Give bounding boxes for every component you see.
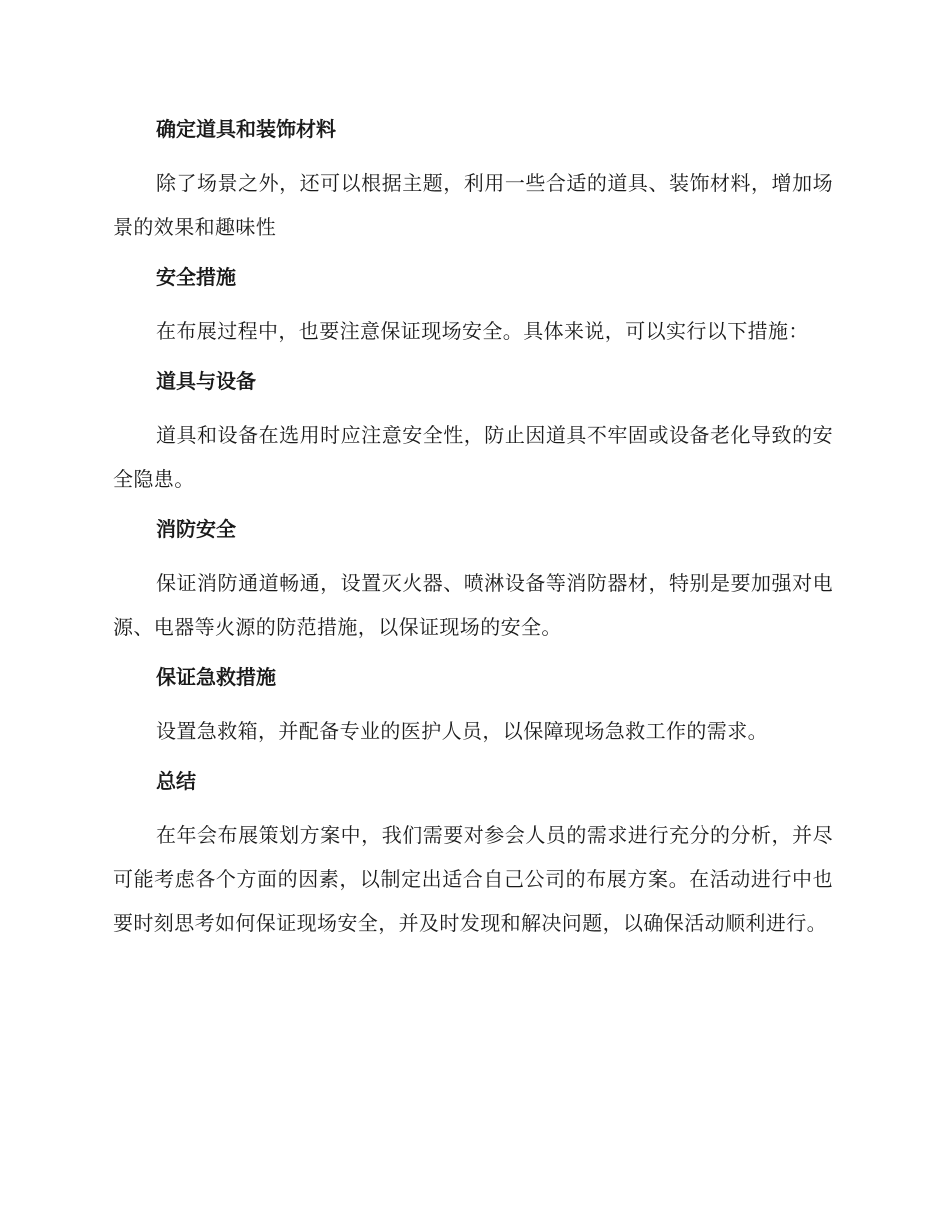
section-paragraph-first-aid: 设置急救箱，并配备专业的医护人员，以保障现场急救工作的需求。 <box>156 719 768 743</box>
document-body <box>113 111 833 945</box>
section-heading-fire-safety: 消防安全 <box>156 517 236 541</box>
section-heading-safety: 安全措施 <box>156 265 236 289</box>
section-paragraph-equipment: 道具和设备在选用时应注意安全性，防止因道具不牢固或设备老化导致的安全隐患。 <box>113 423 833 491</box>
section-paragraph-summary: 在年会布展策划方案中，我们需要对参会人员的需求进行充分的分析，并尽可能考虑各个方面的因素，以制定出适合自己公司的布展方案。在活动进行中也要时刻思考如何保证现场安全，并及时发现和解决问题，以确保活动顺利进行。 <box>113 823 833 935</box>
section-paragraph-safety: 在布展过程中，也要注意保证现场安全。具体来说，可以实行以下措施： <box>156 319 809 343</box>
section-heading-first-aid: 保证急救措施 <box>156 665 276 689</box>
section-heading-summary: 总结 <box>156 769 196 793</box>
section-heading-props: 确定道具和装饰材料 <box>156 117 336 141</box>
section-paragraph-fire-safety: 保证消防通道畅通，设置灭火器、喷淋设备等消防器材，特别是要加强对电源、电器等火源的防范措施，以保证现场的安全。 <box>113 571 833 639</box>
section-heading-equipment: 道具与设备 <box>156 369 256 393</box>
section-paragraph-props: 除了场景之外，还可以根据主题，利用一些合适的道具、装饰材料，增加场景的效果和趣味性 <box>113 171 833 239</box>
